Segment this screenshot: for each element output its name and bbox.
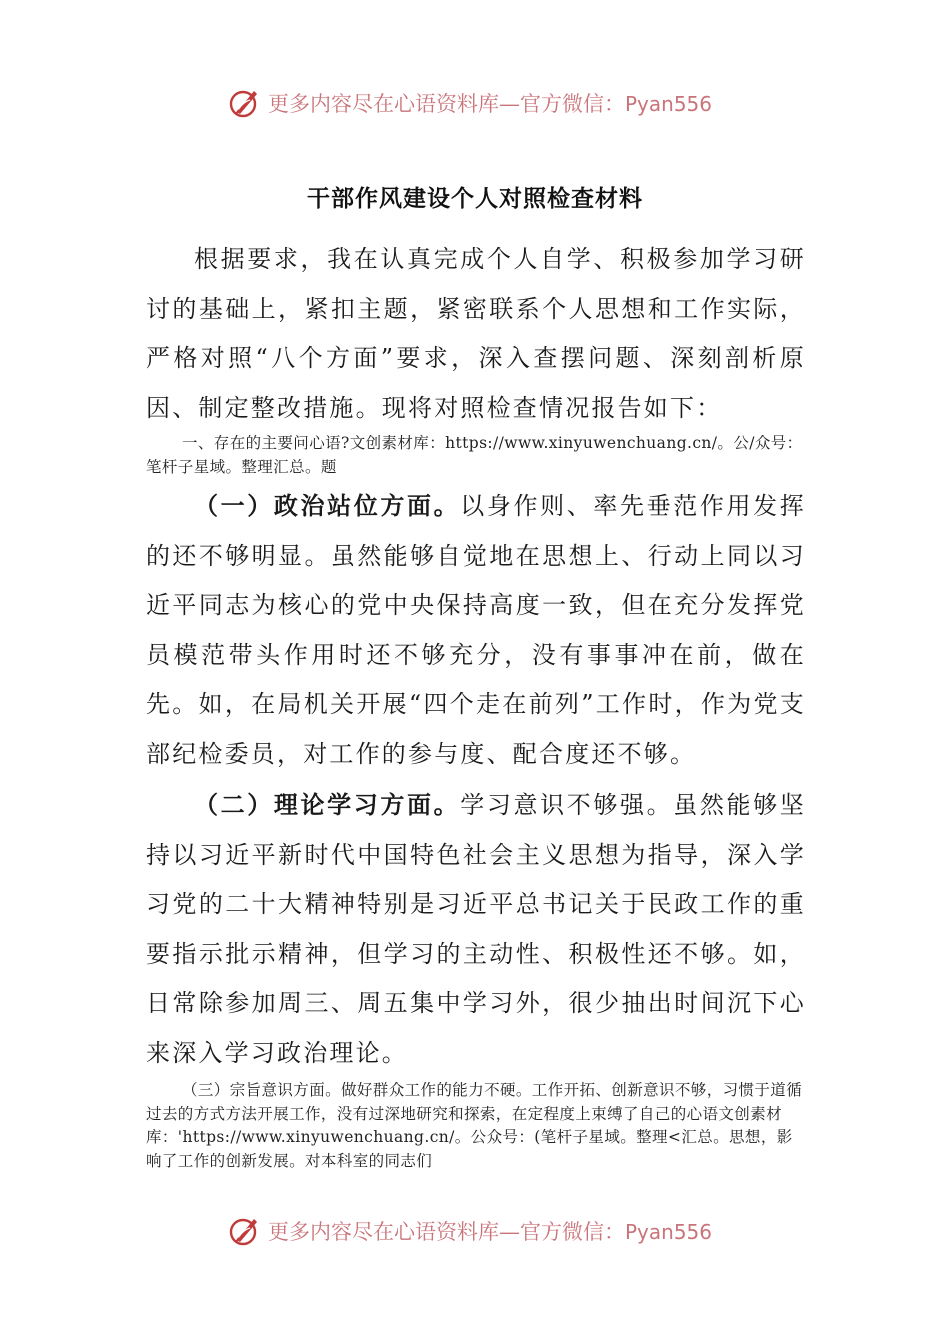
banner-main-text: 更多内容尽在心语资料库—官方微信： (268, 92, 625, 116)
item-2-paragraph (146, 780, 806, 1078)
quill-logo-icon (228, 86, 262, 120)
intro-paragraph: 根据要求，我在认真完成个人自学、积极参加学习研讨的基础上，紧扣主题，紧密联系个人思想和工作实际，严格对照“八个方面”要求，深入查摆问题、深刻剖析原因、制定整改措施。现将对照检查情况报告如下： (146, 245, 806, 422)
banner-wechat-id: Pyan556 (625, 92, 713, 116)
item-1-text: 以身作则、率先垂范作用发挥的还不够明显。虽然能够自觉地在思想上、行动上同以习近平同志为核心的党中央保持高度一致，但在充分发挥党员模范带头作用时还不够充分，没有事事冲在前，做在先。如，在局机关开展“四个走在前列”工作时，作为党支部纪检委员，对工作的参与度、配合度还不够。 (146, 492, 807, 768)
header-banner (228, 85, 748, 121)
footer-banner (228, 1213, 748, 1249)
banner-text (268, 1216, 712, 1246)
banner-text (268, 88, 712, 118)
item-2-lead: （二）理论学习方面。 (194, 790, 461, 819)
section-heading-1: 一、存在的主要问心语?文创素材库：https://www.xinyuwenchuang.cn/。公/众号：笔杆子星域。整理汇总。题 (146, 434, 803, 476)
item-2-text: 学习意识不够强。虽然能够坚持以习近平新时代中国特色社会主义思想为指导，深入学习党的二十大精神特别是习近平总书记关于民政工作的重要指示批示精神，但学习的主动性、积极性还不够。如，日常除参加周三、周五集中学习外，很少抽出时间沉下心来深入学习政治理论。 (146, 791, 807, 1067)
page-title: 干部作风建设个人对照检查材料 (307, 185, 643, 212)
item-3-paragraph: （三）宗旨意识方面。做好群众工作的能力不硬。工作开拓、创新意识不够，习惯于道循过去的方式方法开展工作，没有过深地研究和探索，在定程度上束缚了自己的心语文创素材库：'https://www.xinyuwenchuang.cn/。公众号：(笔杆子星域。整理<汇总。思想，影响了工作的创新发展。对本科室的同志们 (146, 1081, 803, 1170)
item-1-lead: （一）政治站位方面。 (194, 491, 461, 520)
banner-wechat-id: Pyan556 (625, 1220, 713, 1244)
quill-logo-icon (228, 1214, 262, 1248)
item-1-paragraph (146, 481, 806, 779)
banner-main-text: 更多内容尽在心语资料库—官方微信： (268, 1220, 625, 1244)
